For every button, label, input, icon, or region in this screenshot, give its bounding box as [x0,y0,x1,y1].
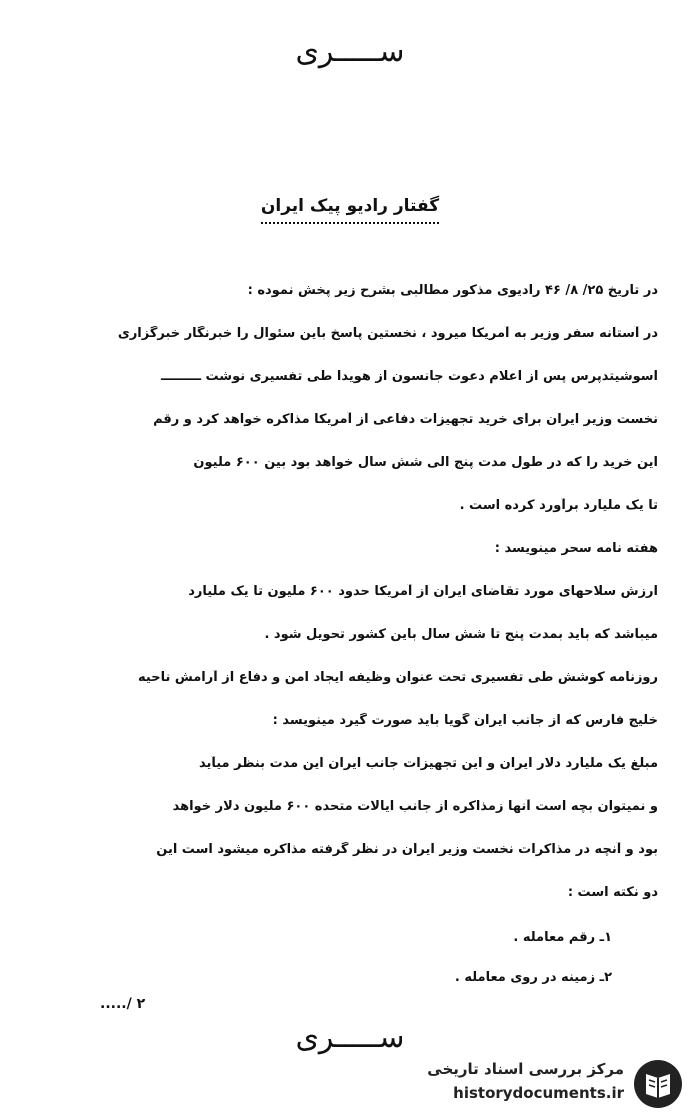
classification-footer: ســـــری [295,1020,405,1055]
body-line-7: هفته نامه سحر مينويسد : [494,541,658,556]
body-line-14: بود و آنچه در مذاکرات نخست وزير ايران در نظر گرفته مذاکره ميشود است اين [156,842,658,857]
archive-book-icon [632,1058,684,1110]
list-item-1: ۱ـ رقم معامله . [513,930,612,945]
document-title-text: گفتار راديو پيک ايران [261,196,439,224]
body-line-10: روزنامه کوشش طی تفسيری تحت عنوان وظيفه ايجاد امن و دفاع از آرامش ناحيه [138,670,658,685]
body-line-3: اسوشيتدپرس پس از اعلام دعوت جانسون از هويدا طی تفسيری نوشت ـــــــــ [161,369,658,384]
body-line-13: و نميتوان بچه است آنها زمذاکره از جانب ايالات متحده ۶۰۰ مليون دلار خواهد [172,799,658,814]
page-number: ...../ ۲ [100,996,146,1012]
watermark-org-name: مرکز بررسی اسناد تاريخی [427,1060,624,1078]
body-line-4: نخست وزير ايران برای خريد تجهيزات دفاعی از آمريکا مذاکره خواهد کرد و رقم [153,412,658,427]
body-line-11: خليج فارس که از جانب ايران گويا بايد صورت گيرد مينويسد : [272,713,658,728]
body-line-1: در تاريخ ۲۵/ ۸/ ۴۶ راديوی مذکور مطالبی بشرح زير پخش نموده : [247,283,658,298]
body-line-12: مبلغ يک مليارد دلار ايران و اين تجهيزات جانب ايران اين مدت بنظر ميآيد [198,756,658,771]
document-title [0,196,700,224]
body-line-2: در آستانه سفر وزير به آمريکا ميرود ، نخستين پاسخ باين سئوال را خبرنگار خبرگزاری [117,326,658,341]
watermark-logo [408,1056,690,1112]
body-line-8: ارزش سلاحهای مورد تقاضای ايران از آمريکا حدود ۶۰۰ مليون تا يک مليارد [188,584,658,599]
watermark-url: historydocuments.ir [453,1084,624,1102]
body-line-5: اين خريد را که در طول مدت پنج الی شش سال خواهد بود بين ۶۰۰ مليون [193,455,658,470]
classification-header: ســـــری [295,34,405,69]
body-line-9: ميباشد که بايد بمدت پنج تا شش سال باين کشور تحويل شود . [264,627,658,642]
body-line-15: دو نکته است : [567,885,658,900]
list-item-2: ۲ـ زمينه در روی معامله . [454,970,612,985]
body-line-6: تا يک مليارد برآورد کرده است . [459,498,658,513]
